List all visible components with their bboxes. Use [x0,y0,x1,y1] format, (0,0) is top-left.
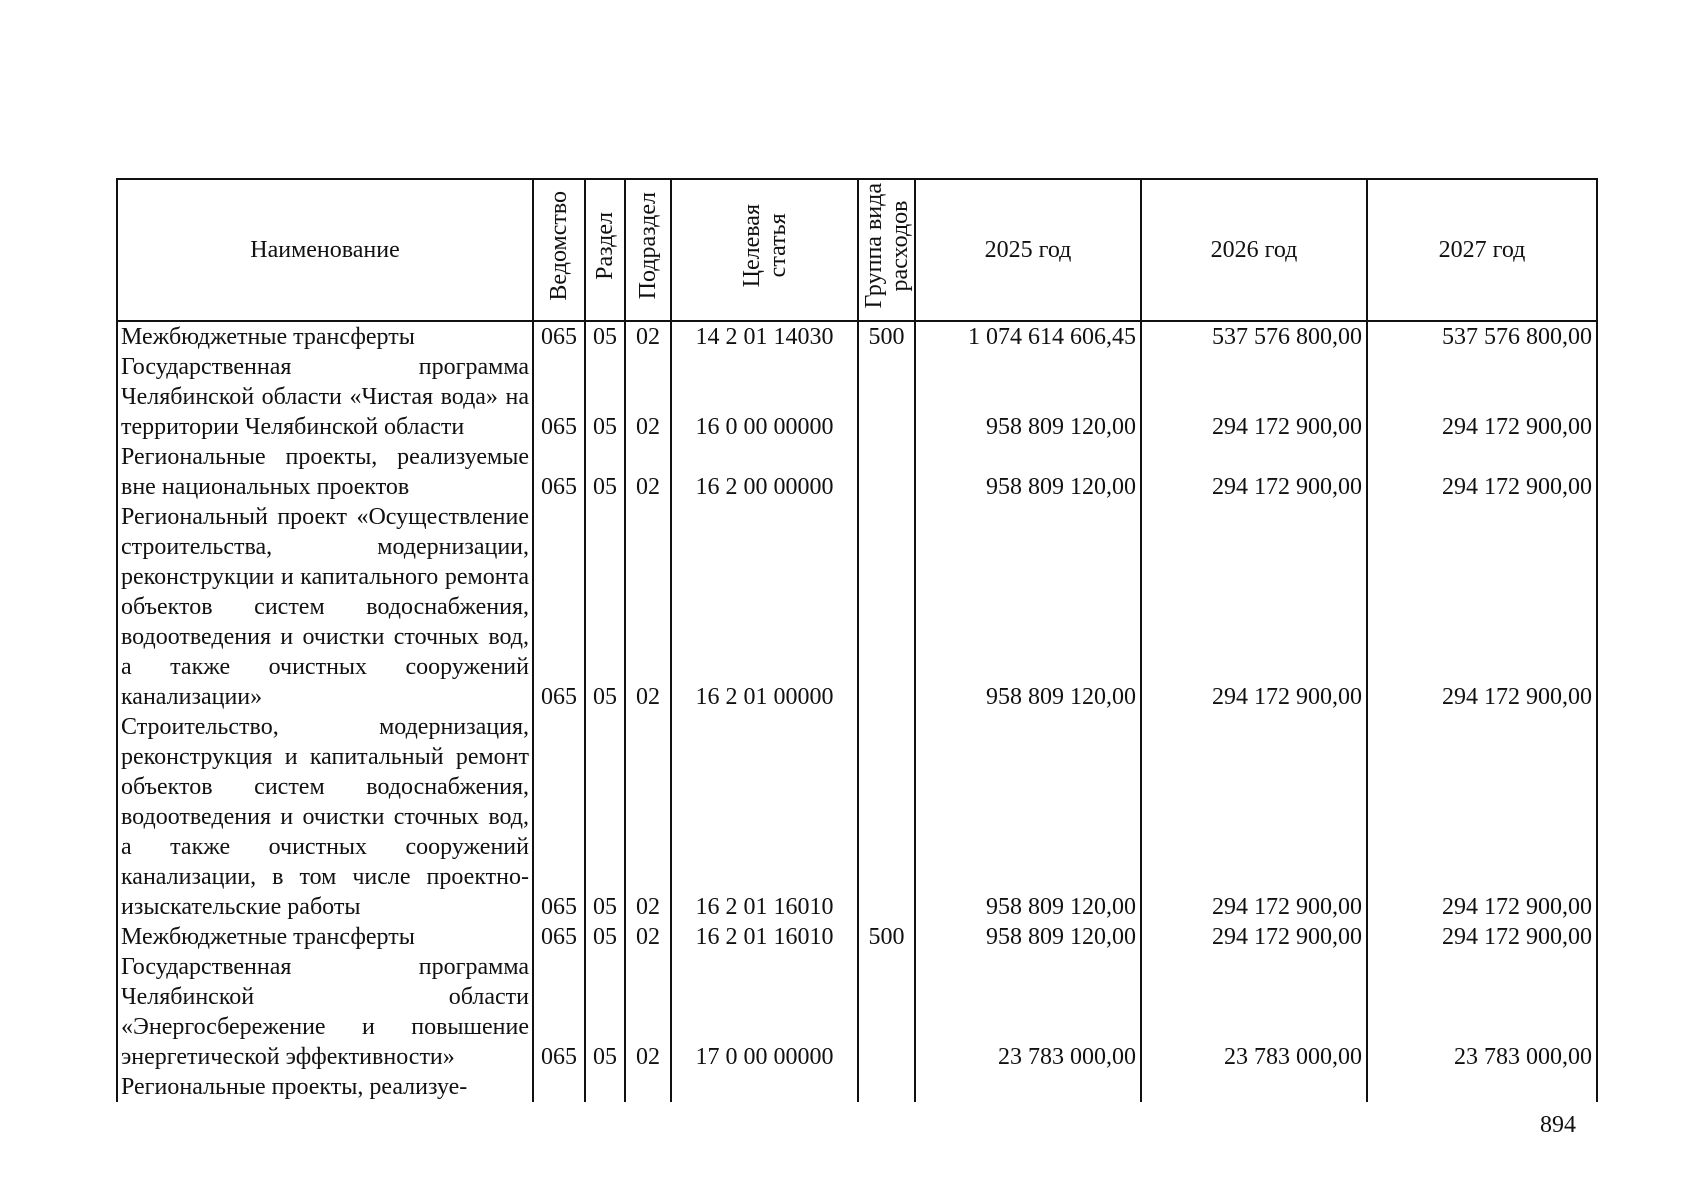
row-name: Межбюджетные трансферты [117,922,533,952]
row-gruppa [858,442,915,502]
row-2025: 1 074 614 606,45 [915,321,1141,352]
row-2025: 958 809 120,00 [915,502,1141,712]
row-2027: 537 576 800,00 [1367,321,1597,352]
row-vedomstvo: 065 [533,352,585,442]
row-vedomstvo: 065 [533,442,585,502]
table-row [117,502,1597,712]
header-2027 [1367,179,1597,321]
header-2026 [1141,179,1367,321]
row-2027: 294 172 900,00 [1367,352,1597,442]
table-row [117,321,1597,352]
row-gruppa [858,502,915,712]
row-name: Государственная программа Челябинской области «Чистая вода» на территории Челябинской области [117,352,533,442]
row-2026: 294 172 900,00 [1141,352,1367,442]
header-2025 [915,179,1141,321]
row-vedomstvo [533,1072,585,1102]
header-razdel [585,179,625,321]
table-body [117,321,1597,1102]
row-tselevaya: 16 2 01 16010 [671,922,858,952]
header-gruppa [858,179,915,321]
table-row [117,352,1597,442]
row-podrazdel: 02 [625,922,671,952]
header-2026-label: 2026 год [1210,237,1298,263]
row-2026: 294 172 900,00 [1141,922,1367,952]
row-2025: 958 809 120,00 [915,712,1141,922]
row-2026 [1141,1072,1367,1102]
header-vedomstvo-label: Ведомство [546,191,572,301]
row-gruppa [858,1072,915,1102]
row-2026: 537 576 800,00 [1141,321,1367,352]
row-tselevaya: 16 0 00 00000 [671,352,858,442]
row-2027: 294 172 900,00 [1367,502,1597,712]
header-tselevaya-line1: Целевая [738,204,765,288]
row-razdel: 05 [585,321,625,352]
header-2027-label: 2027 год [1438,237,1526,263]
table-row [117,952,1597,1072]
row-podrazdel [625,1072,671,1102]
row-podrazdel: 02 [625,321,671,352]
row-gruppa: 500 [858,922,915,952]
row-tselevaya: 16 2 00 00000 [671,442,858,502]
table-row [117,442,1597,502]
row-tselevaya: 17 0 00 00000 [671,952,858,1072]
row-name: Региональные проекты, реализуемые вне национальных проектов [117,442,533,502]
row-tselevaya: 16 2 01 00000 [671,502,858,712]
header-podrazdel [625,179,671,321]
row-2027: 294 172 900,00 [1367,442,1597,502]
row-2027: 23 783 000,00 [1367,952,1597,1072]
header-name-label: Наименование [250,237,400,263]
row-gruppa [858,352,915,442]
row-2025: 23 783 000,00 [915,952,1141,1072]
row-2027 [1367,1072,1597,1102]
row-gruppa [858,952,915,1072]
row-2026: 294 172 900,00 [1141,442,1367,502]
table-row [117,712,1597,922]
row-razdel: 05 [585,442,625,502]
row-razdel [585,1072,625,1102]
row-podrazdel: 02 [625,712,671,922]
row-name: Межбюджетные трансферты [117,321,533,352]
row-podrazdel: 02 [625,442,671,502]
header-gruppa-label [861,183,913,308]
row-razdel: 05 [585,712,625,922]
header-2025-label: 2025 год [984,237,1072,263]
row-gruppa: 500 [858,321,915,352]
row-2027: 294 172 900,00 [1367,712,1597,922]
header-name [117,179,533,321]
row-2026: 23 783 000,00 [1141,952,1367,1072]
table-row [117,1072,1597,1102]
row-vedomstvo: 065 [533,922,585,952]
row-tselevaya: 16 2 01 16010 [671,712,858,922]
budget-table [116,178,1598,1102]
row-razdel: 05 [585,502,625,712]
row-2025: 958 809 120,00 [915,352,1141,442]
row-name: Государственная программа Челябинской области «Энергосбережение и повышение энергетической эффективности» [117,952,533,1072]
row-vedomstvo: 065 [533,952,585,1072]
header-tselevaya [671,179,858,321]
row-2025: 958 809 120,00 [915,922,1141,952]
row-2025: 958 809 120,00 [915,442,1141,502]
row-vedomstvo: 065 [533,321,585,352]
header-gruppa-line1: Группа вида [860,183,887,309]
header-gruppa-line2: расходов [886,200,913,292]
header-tselevaya-label [739,204,791,287]
header-podrazdel-label: Подраздел [635,192,661,300]
header-tselevaya-line2: статья [764,214,791,278]
row-vedomstvo: 065 [533,712,585,922]
row-tselevaya: 14 2 01 14030 [671,321,858,352]
row-name: Строительство, модернизация, реконструкция и капитальный ремонт объектов систем водоснабжения, водоотведения и очистки сточных вод, а также очистных сооружений канализации, в том числе проектно-изыскательские работы [117,712,533,922]
table-row [117,922,1597,952]
row-podrazdel: 02 [625,352,671,442]
row-name: Региональный проект «Осуществление строительства, модернизации, реконструкции и капитального ремонта объектов систем водоснабжения, водоотведения и очистки сточных вод, а также очистных сооружений канализации» [117,502,533,712]
header-razdel-label: Раздел [592,212,618,280]
row-vedomstvo: 065 [533,502,585,712]
row-tselevaya [671,1072,858,1102]
row-name: Региональные проекты, реализуе- [117,1072,533,1102]
row-podrazdel: 02 [625,952,671,1072]
row-2025 [915,1072,1141,1102]
row-razdel: 05 [585,952,625,1072]
header-vedomstvo [533,179,585,321]
page-number: 894 [1540,1112,1576,1138]
row-2026: 294 172 900,00 [1141,712,1367,922]
row-2026: 294 172 900,00 [1141,502,1367,712]
row-2027: 294 172 900,00 [1367,922,1597,952]
row-podrazdel: 02 [625,502,671,712]
table-header [117,179,1597,321]
row-gruppa [858,712,915,922]
row-razdel: 05 [585,922,625,952]
row-razdel: 05 [585,352,625,442]
